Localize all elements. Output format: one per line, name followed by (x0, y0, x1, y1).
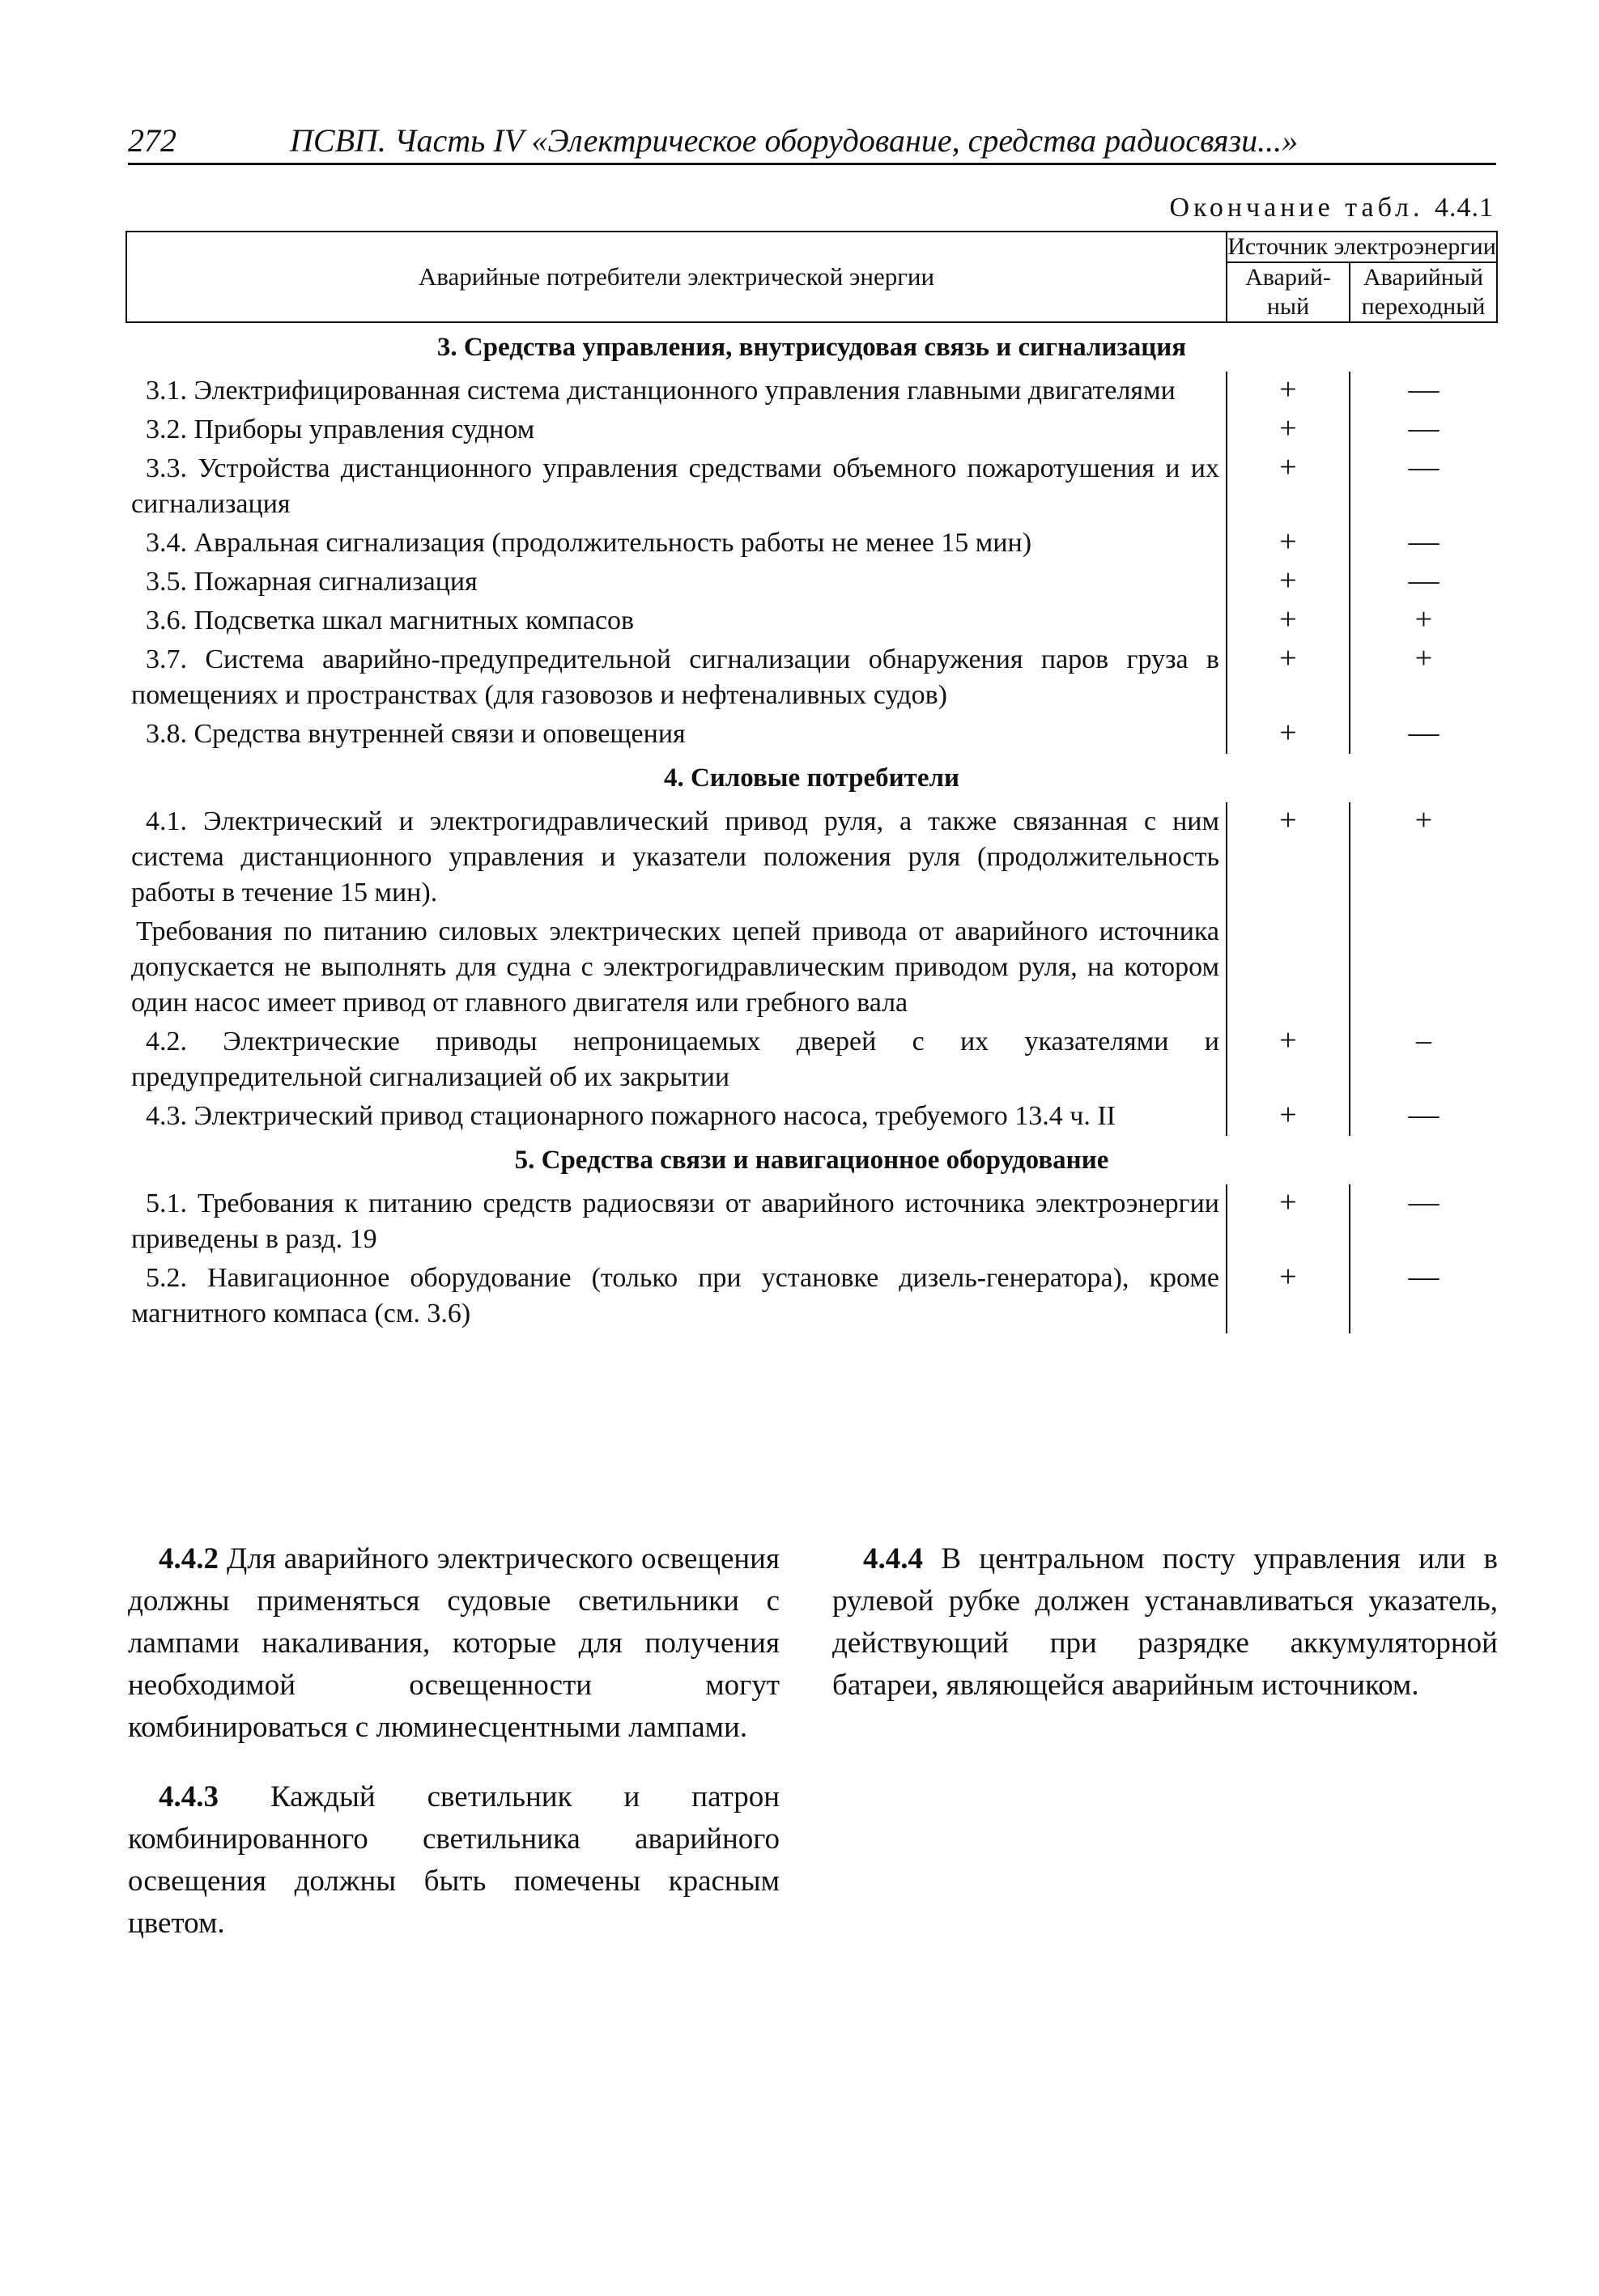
emergency-mark: + (1227, 602, 1350, 640)
section-row (126, 754, 1497, 802)
table-row (126, 410, 1497, 449)
header-source: Источник электроэнергии (1227, 232, 1497, 262)
emergency-mark: + (1227, 449, 1350, 524)
table-body (126, 322, 1497, 1333)
table-row (126, 524, 1497, 563)
header-emergency: Аварий-ный (1227, 262, 1350, 322)
paragraph-text: Для аварийного электрического освещения должны применяться судовые светильники с лампами накаливания, которые для получения необходимой освещенности могут комбинироваться с люминесцентными лампами. (128, 1542, 780, 1744)
paragraph-number: 4.4.3 (159, 1780, 219, 1813)
emergency-mark: + (1227, 802, 1350, 912)
table-row (126, 449, 1497, 524)
emergency-mark: + (1227, 1259, 1350, 1333)
transitional-mark: — (1350, 410, 1497, 449)
transitional-mark: — (1350, 1097, 1497, 1136)
header-transitional: Аварийный переходный (1350, 262, 1497, 322)
emergency-mark (1227, 912, 1350, 1023)
emergency-mark: + (1227, 372, 1350, 410)
emergency-mark: + (1227, 640, 1350, 715)
consumer-description: 4.2. Электрические приводы непроницаемых дверей с их указателями и предупредительной сигнализацией об их закрытии (131, 1027, 1219, 1092)
transitional-mark: — (1350, 563, 1497, 602)
table-caption-label: Окончание табл. (1169, 193, 1424, 223)
transitional-mark: + (1350, 640, 1497, 715)
transitional-mark (1350, 912, 1497, 1023)
consumer-description: 3.3. Устройства дистанционного управления средствами объемного пожаротушения и их сигнализация (131, 453, 1219, 519)
table-row (126, 1023, 1497, 1097)
table-caption-number: 4.4.1 (1435, 193, 1494, 223)
consumer-description: 3.5. Пожарная сигнализация (146, 567, 478, 597)
table-row (126, 640, 1497, 715)
paragraph-number: 4.4.2 (159, 1542, 219, 1575)
consumers-table (125, 231, 1498, 1333)
consumer-description: 3.7. Система аварийно-предупредительной сигнализации обнаружения паров груза в помещениях и пространствах (для газовозов и нефтеналивных судов) (131, 644, 1219, 710)
running-title: ПСВП. Часть IV «Электрическое оборудование, средства радиосвязи...» (290, 122, 1299, 159)
consumer-description: 3.2. Приборы управления судном (146, 415, 535, 444)
section-title: 3. Средства управления, внутрисудовая связь и сигнализация (436, 333, 1187, 362)
table-row (126, 1097, 1497, 1136)
paragraph-4-4-3 (128, 1776, 780, 1945)
table-row (126, 1259, 1497, 1333)
consumer-description: 4.3. Электрический привод стационарного пожарного насоса, требуемого 13.4 ч. II (146, 1101, 1116, 1131)
page-number: 272 (128, 122, 176, 159)
emergency-mark: + (1227, 563, 1350, 602)
emergency-mark: + (1227, 715, 1350, 754)
consumer-description: Требования по питанию силовых электрических цепей привода от аварийного источника допускается не выполнять для судна с электрогидравлическим приводом руля, на котором один насос имеет привод от главного двигателя или гребного вала (131, 916, 1219, 1018)
paragraph-text: В центральном посту управления или в рулевой рубке должен устанавливаться указатель, действующий при разрядке аккумуляторной батареи, являющейся аварийным источником. (832, 1542, 1499, 1702)
paragraph-4-4-4 (832, 1538, 1498, 1707)
table-row (126, 602, 1497, 640)
emergency-mark: + (1227, 524, 1350, 563)
paragraph-4-4-2 (128, 1538, 780, 1749)
emergency-mark: + (1227, 1184, 1350, 1259)
emergency-mark: + (1227, 1023, 1350, 1097)
transitional-mark: — (1350, 372, 1497, 410)
transitional-mark: — (1350, 1259, 1497, 1333)
transitional-mark: + (1350, 802, 1497, 912)
table-row (126, 1184, 1497, 1259)
transitional-mark: — (1350, 715, 1497, 754)
running-header (128, 121, 1496, 165)
section-row (126, 1136, 1497, 1184)
table-row (126, 372, 1497, 410)
paragraph-number: 4.4.4 (863, 1542, 923, 1575)
consumer-description: 4.1. Электрический и электрогидравлический привод руля, а также связанная с ним система дистанционного управления и указатели положения руля (продолжительность работы в течение 15 мин). (131, 806, 1219, 908)
table-row (126, 802, 1497, 912)
table-row (126, 715, 1497, 754)
table-row (126, 563, 1497, 602)
consumer-description: 3.8. Средства внутренней связи и оповещения (146, 719, 686, 749)
table-caption (1170, 193, 1495, 223)
section-row (126, 322, 1497, 372)
emergency-mark: + (1227, 1097, 1350, 1136)
consumer-description: 5.1. Требования к питанию средств радиосвязи от аварийного источника электроэнергии приведены в разд. 19 (131, 1188, 1219, 1254)
transitional-mark: — (1350, 524, 1497, 563)
table-row (126, 912, 1497, 1023)
emergency-mark: + (1227, 410, 1350, 449)
transitional-mark: — (1350, 1184, 1497, 1259)
consumer-description: 3.4. Авральная сигнализация (продолжительность работы не менее 15 мин) (146, 528, 1032, 558)
transitional-mark: – (1350, 1023, 1497, 1097)
text-column-left (128, 1538, 780, 1972)
section-title: 5. Средства связи и навигационное оборудование (514, 1146, 1109, 1175)
consumer-description: 3.1. Электрифицированная система дистанционного управления главными двигателями (146, 376, 1176, 406)
consumer-description: 3.6. Подсветка шкал магнитных компасов (146, 606, 635, 636)
header-consumers: Аварийные потребители электрической энергии (126, 232, 1227, 322)
transitional-mark: + (1350, 602, 1497, 640)
text-column-right (832, 1538, 1498, 1734)
paragraph-text: Каждый светильник и патрон комбинированного светильника аварийного освещения должны быть помечены красным цветом. (128, 1780, 780, 1940)
consumer-description: 5.2. Навигационное оборудование (только при установке дизель-генератора), кроме магнитного компаса (см. 3.6) (131, 1263, 1219, 1329)
transitional-mark: — (1350, 449, 1497, 524)
section-title: 4. Силовые потребители (663, 763, 960, 793)
